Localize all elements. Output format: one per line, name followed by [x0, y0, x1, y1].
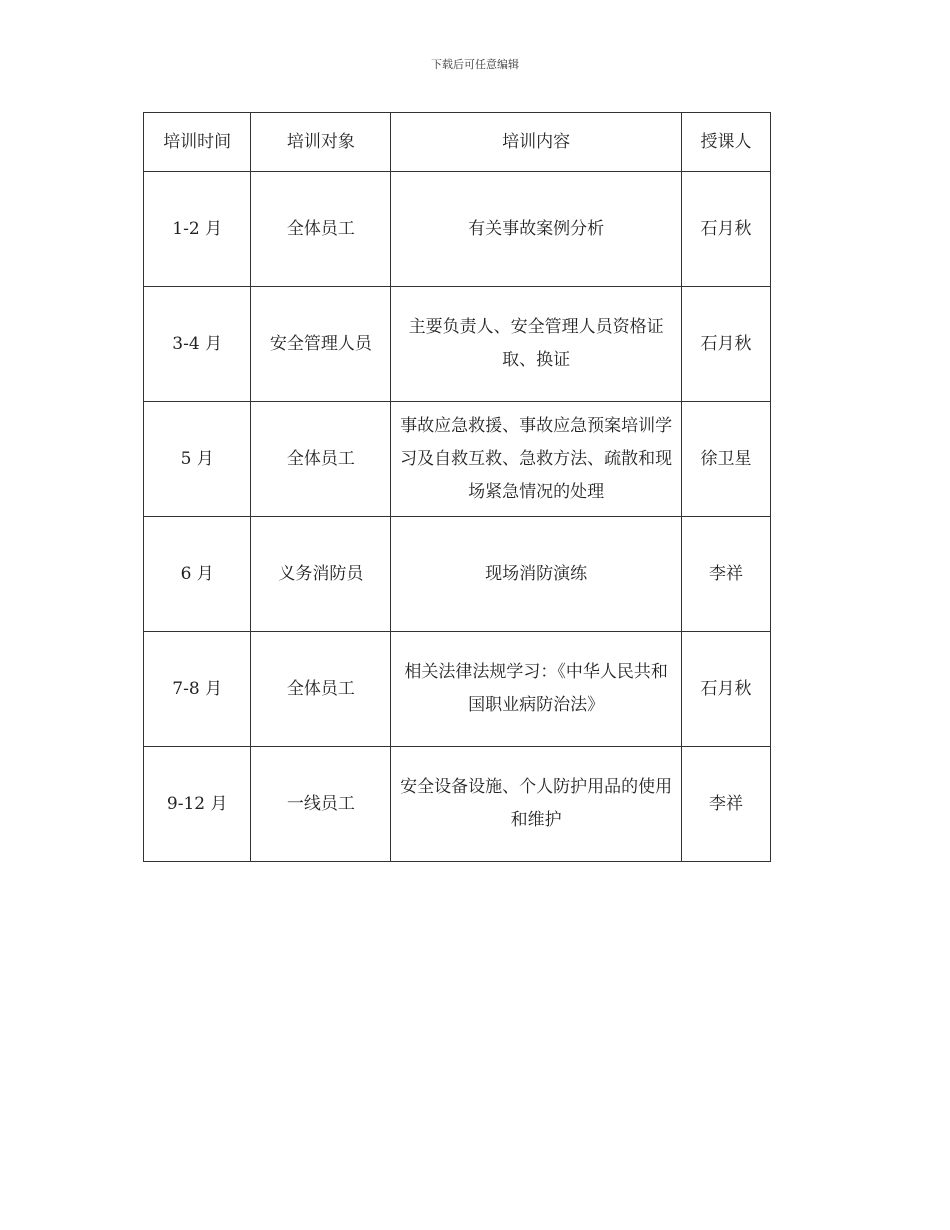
column-header-content: 培训内容: [391, 113, 682, 172]
cell-audience: 全体员工: [251, 402, 391, 517]
cell-content: 有关事故案例分析: [391, 172, 682, 287]
cell-content: 事故应急救援、事故应急预案培训学习及自救互救、急救方法、疏散和现场紧急情况的处理: [391, 402, 682, 517]
table-row: [144, 632, 771, 747]
cell-instructor: 石月秋: [682, 632, 771, 747]
table-row: [144, 402, 771, 517]
cell-audience: 全体员工: [251, 632, 391, 747]
cell-time: 3-4 月: [144, 287, 251, 402]
cell-instructor: 石月秋: [682, 287, 771, 402]
cell-instructor: 李祥: [682, 747, 771, 862]
table-row: [144, 172, 771, 287]
table-row: [144, 287, 771, 402]
cell-time: 1-2 月: [144, 172, 251, 287]
cell-audience: 全体员工: [251, 172, 391, 287]
training-schedule-table: [143, 112, 771, 862]
cell-audience: 义务消防员: [251, 517, 391, 632]
cell-time: 6 月: [144, 517, 251, 632]
cell-content: 安全设备设施、个人防护用品的使用和维护: [391, 747, 682, 862]
column-header-time: 培训时间: [144, 113, 251, 172]
column-header-instructor: 授课人: [682, 113, 771, 172]
table-header-row: [144, 113, 771, 172]
cell-audience: 一线员工: [251, 747, 391, 862]
page-header: 下载后可任意编辑: [431, 58, 519, 71]
cell-audience: 安全管理人员: [251, 287, 391, 402]
column-header-audience: 培训对象: [251, 113, 391, 172]
cell-instructor: 石月秋: [682, 172, 771, 287]
cell-time: 5 月: [144, 402, 251, 517]
table-row: [144, 517, 771, 632]
cell-content: 现场消防演练: [391, 517, 682, 632]
cell-content: 相关法律法规学习：《中华人民共和国职业病防治法》: [391, 632, 682, 747]
cell-instructor: 徐卫星: [682, 402, 771, 517]
cell-time: 9-12 月: [144, 747, 251, 862]
cell-time: 7-8 月: [144, 632, 251, 747]
cell-content: 主要负责人、安全管理人员资格证取、换证: [391, 287, 682, 402]
table-row: [144, 747, 771, 862]
cell-instructor: 李祥: [682, 517, 771, 632]
